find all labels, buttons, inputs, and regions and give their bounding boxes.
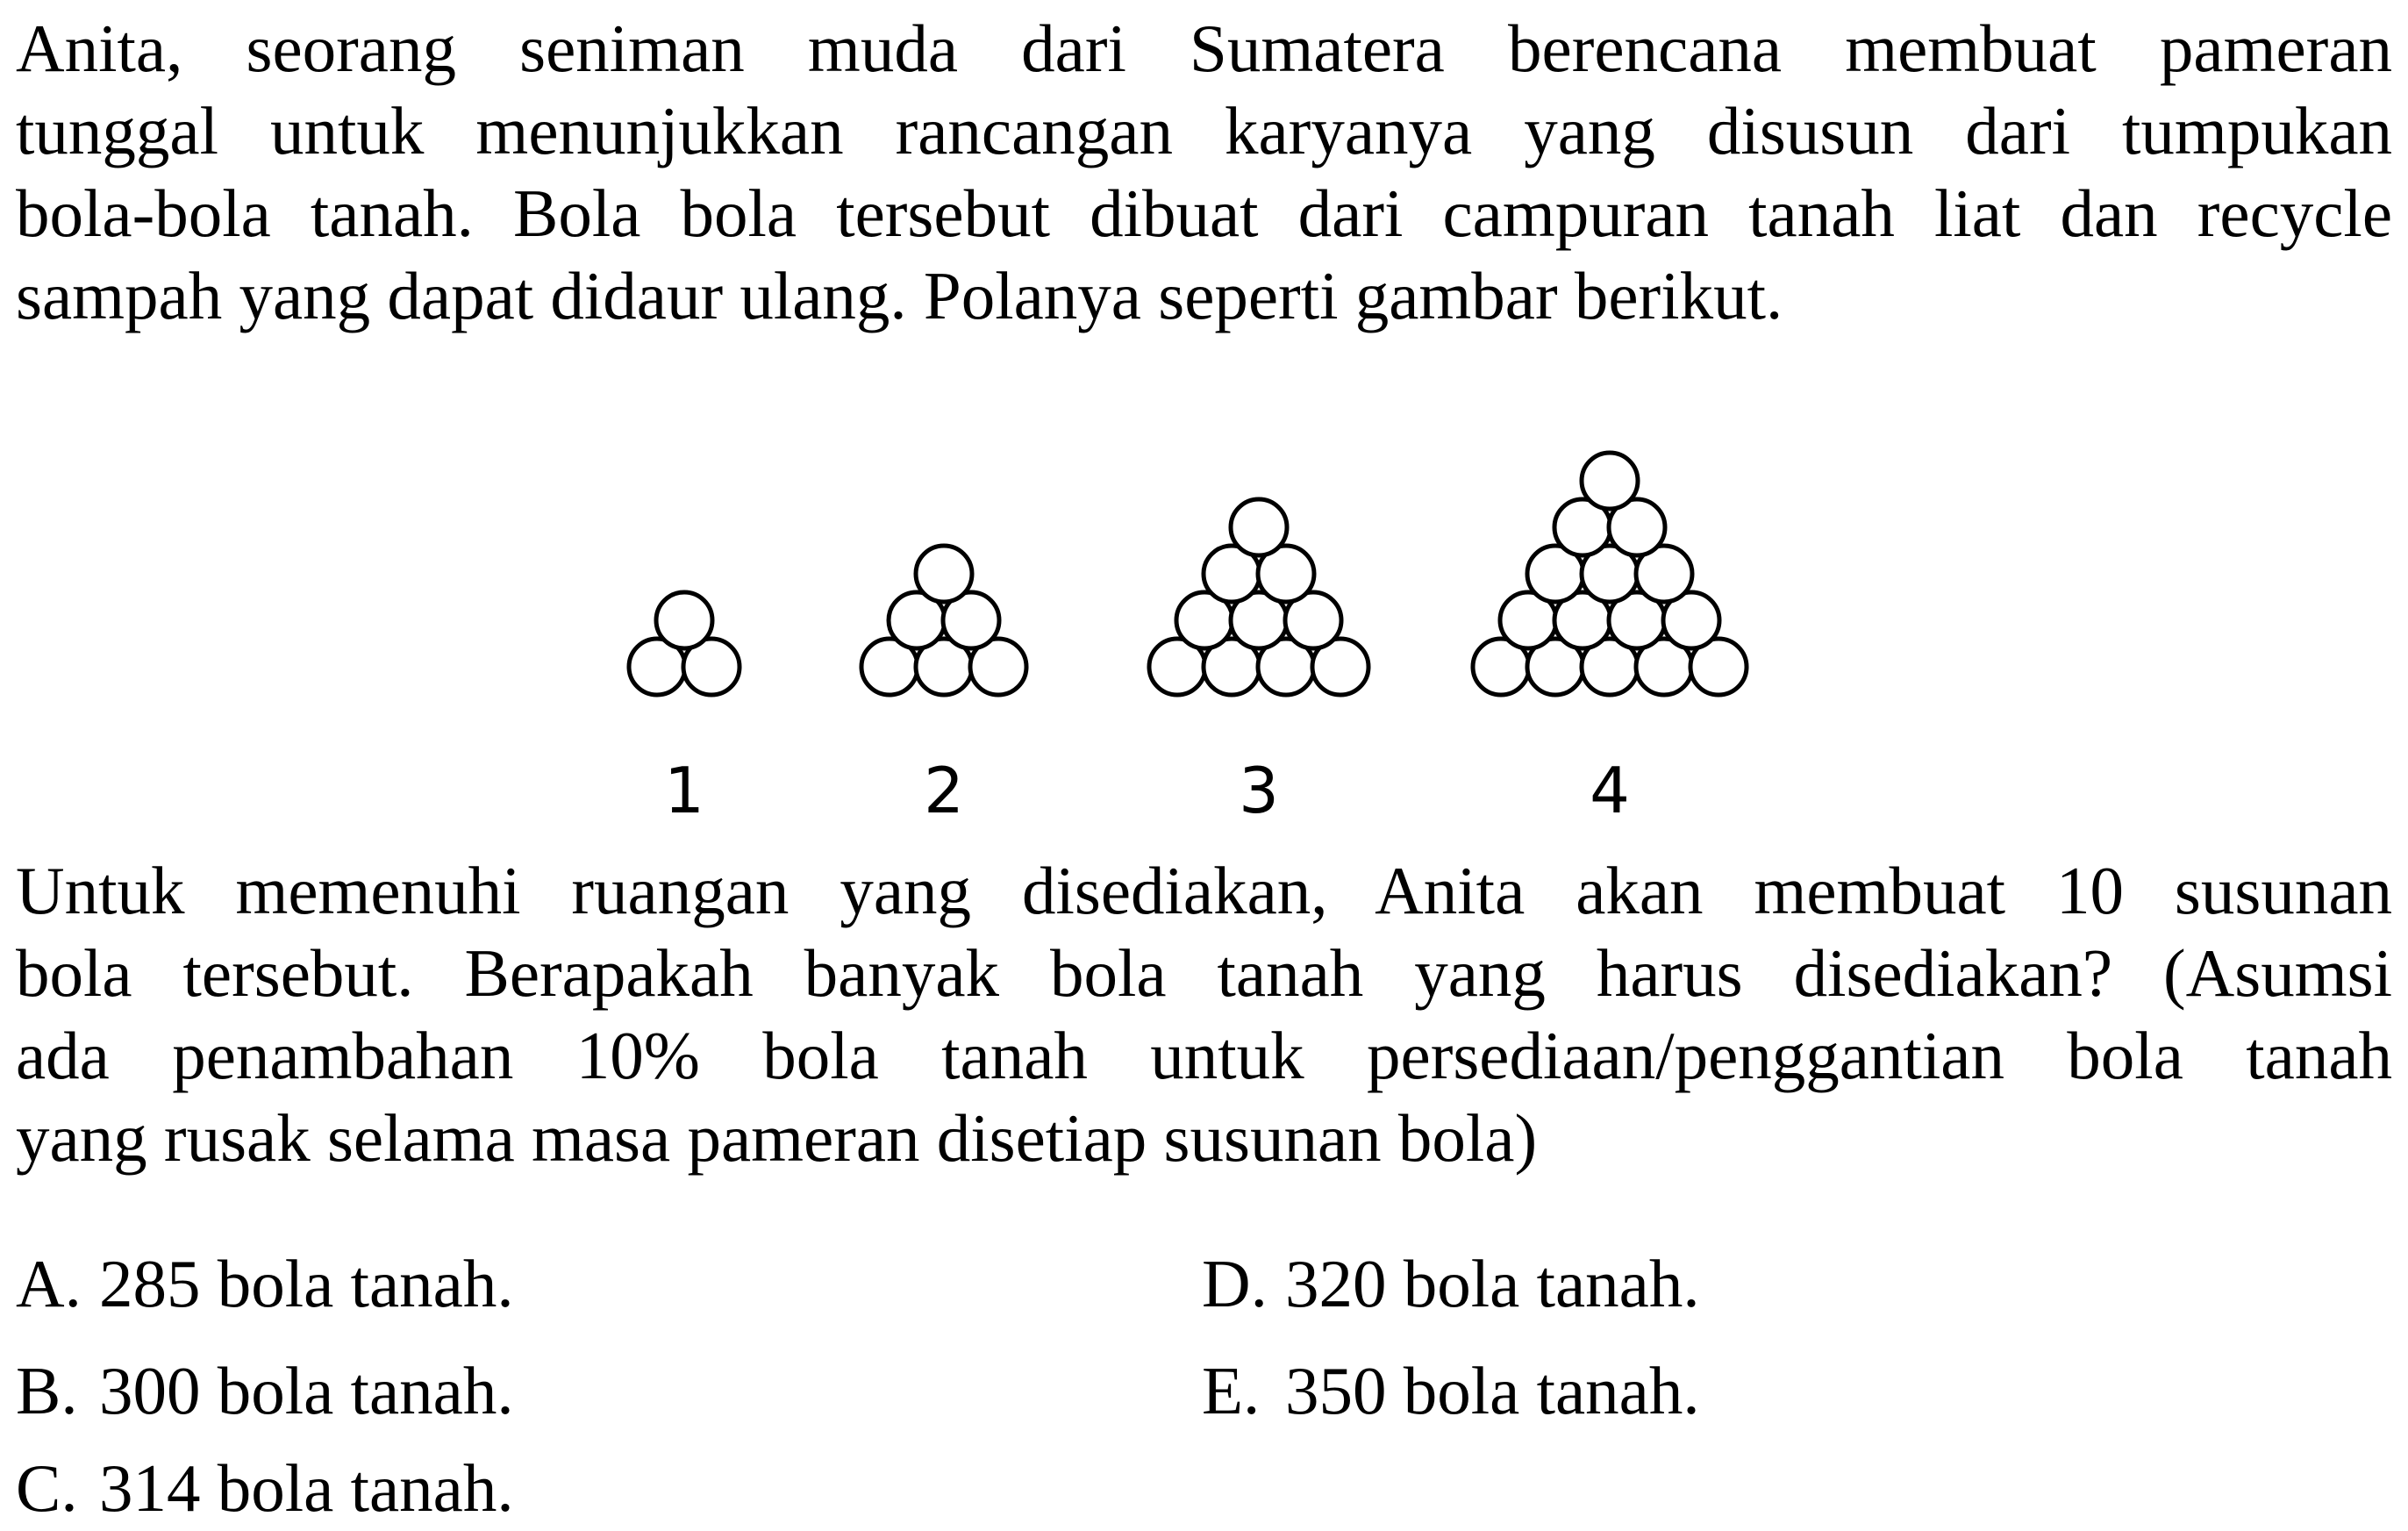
option-letter: C.	[16, 1450, 78, 1526]
option-letter: B.	[16, 1353, 78, 1428]
option-e[interactable]	[1202, 1349, 1700, 1432]
body-line: Untuk memenuhi ruangan yang disediakan, Anita akan membuat 10 susunan	[16, 853, 2392, 928]
option-text: 320 bola tanah.	[1285, 1246, 1700, 1321]
stack-label: 2	[924, 754, 964, 827]
intro-line: sampah yang dapat didaur ulang. Polanya seperti gambar berikut.	[16, 258, 1783, 333]
clay-ball	[1582, 453, 1638, 509]
body-line: yang rusak selama masa pameran disetiap susunan bola)	[16, 1100, 1538, 1176]
intro-line: Anita, seorang seniman muda dari Sumatera berencana membuat pameran	[16, 11, 2392, 86]
option-letter: A.	[16, 1246, 82, 1321]
option-c[interactable]	[16, 1447, 514, 1529]
option-letter: D.	[1202, 1246, 1268, 1321]
intro-line: tunggal untuk menunjukkan rancangan karyanya yang disusun dari tumpukan	[16, 93, 2392, 168]
option-text: 285 bola tanah.	[99, 1246, 514, 1321]
option-text: 314 bola tanah.	[99, 1450, 514, 1526]
option-letter: E.	[1202, 1353, 1261, 1428]
clay-ball	[656, 592, 712, 648]
option-b[interactable]	[16, 1349, 514, 1432]
ball-stack-4	[1473, 453, 1747, 827]
option-a[interactable]	[16, 1242, 514, 1325]
ball-stack-2	[861, 546, 1026, 827]
stack-label: 1	[664, 754, 704, 827]
option-text: 350 bola tanah.	[1285, 1353, 1700, 1428]
question-body	[16, 849, 2392, 1179]
body-line: ada penambahan 10% bola tanah untuk persediaan/penggantian bola tanah	[16, 1018, 2392, 1093]
question-intro	[16, 7, 2392, 337]
ball-stack-3	[1149, 499, 1368, 827]
option-text: 300 bola tanah.	[99, 1353, 514, 1428]
ball-stack-figure	[0, 377, 2408, 833]
clay-ball	[1231, 499, 1287, 555]
clay-ball	[916, 546, 972, 602]
intro-line: bola-bola tanah. Bola bola tersebut dibuat dari campuran tanah liat dan recycle	[16, 175, 2392, 251]
stack-label: 3	[1239, 754, 1279, 827]
stack-label: 4	[1590, 754, 1630, 827]
option-d[interactable]	[1202, 1242, 1700, 1325]
body-line: bola tersebut. Berapakah banyak bola tanah yang harus disediakan? (Asumsi	[16, 935, 2392, 1011]
ball-stack-1	[629, 592, 740, 827]
